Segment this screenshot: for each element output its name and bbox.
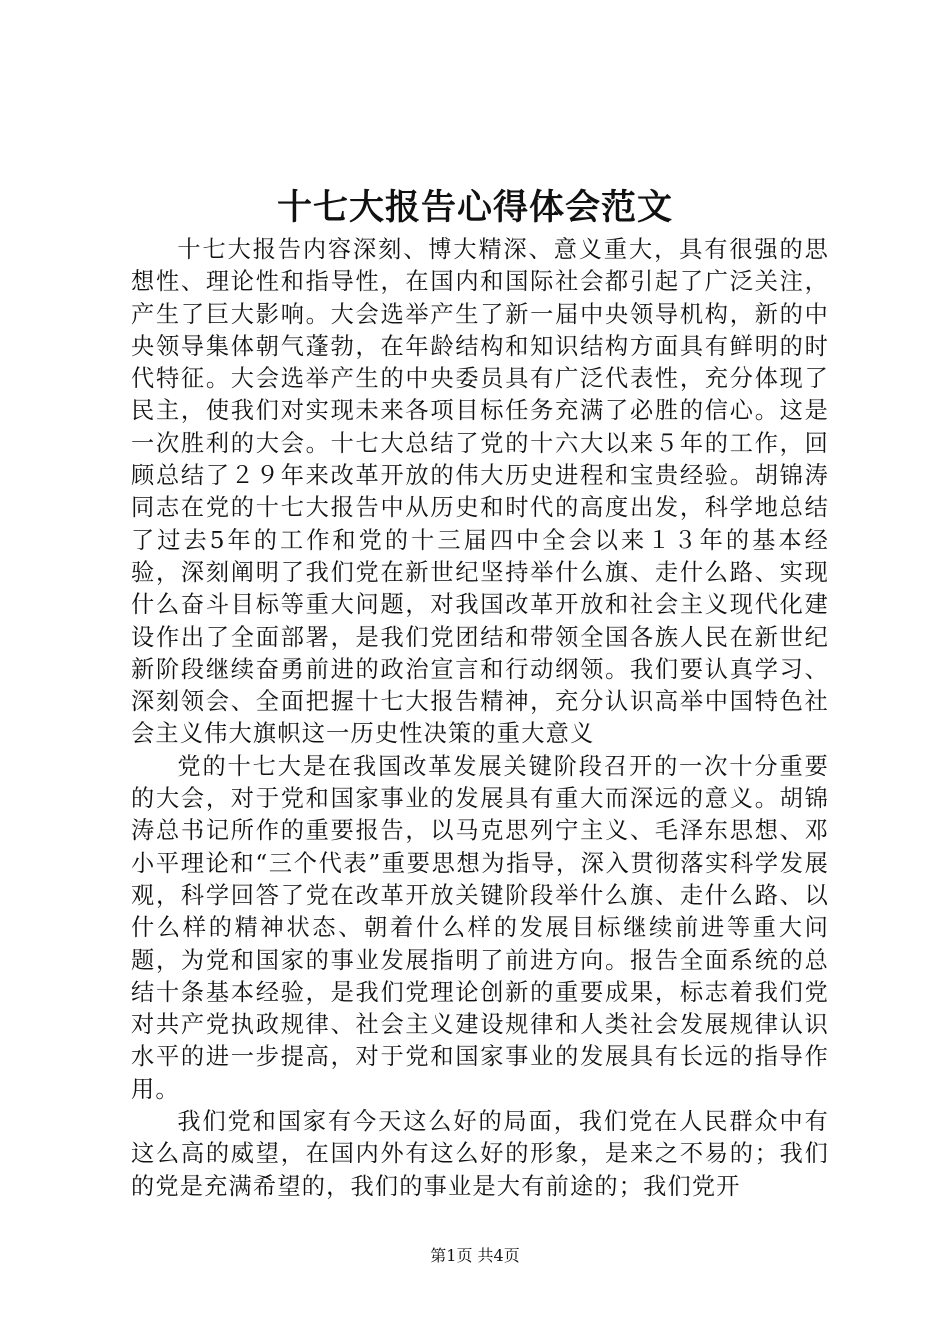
page-number-footer: 第1页 共4页	[430, 1246, 520, 1265]
document-body	[131, 234, 829, 1203]
body-paragraph: 十七大报告内容深刻、博大精深、意义重大，具有很强的思想性、理论性和指导性，在国内和国际社会都引起了广泛关注，产生了巨大影响。大会选举产生了新一届中央领导机构，新的中央领导集体朝气蓬勃，在年龄结构和知识结构方面具有鲜明的时代特征。大会选举产生的中央委员具有广泛代表性，充分体现了民主，使我们对实现未来各项目标任务充满了必胜的信心。这是一次胜利的大会。十七大总结了党的十六大以来５年的工作，回顾总结了２９年来改革开放的伟大历史进程和宝贵经验。胡锦涛同志在党的十七大报告中从历史和时代的高度出发，科学地总结了过去5年的工作和党的十三届四中全会以来１３年的基本经验，深刻阐明了我们党在新世纪坚持举什么旗、走什么路、实现什么奋斗目标等重大问题，对我国改革开放和社会主义现代化建设作出了全面部署，是我们党团结和带领全国各族人民在新世纪新阶段继续奋勇前进的政治宣言和行动纲领。我们要认真学习、深刻领会、全面把握十七大报告精神，充分认识高举中国特色社会主义伟大旗帜这一历史性决策的重大意义	[131, 236, 829, 748]
body-paragraph: 我们党和国家有今天这么好的局面，我们党在人民群众中有这么高的威望，在国内外有这么好的形象，是来之不易的；我们的党是充满希望的，我们的事业是大有前途的；我们党开	[131, 1108, 829, 1200]
document-title: 十七大报告心得体会范文	[276, 187, 673, 228]
body-paragraph: 党的十七大是在我国改革发展关键阶段召开的一次十分重要的大会，对于党和国家事业的发展具有重大而深远的意义。胡锦涛总书记所作的重要报告，以马克思列宁主义、毛泽东思想、邓小平理论和“三个代表”重要思想为指导，深入贯彻落实科学发展观，科学回答了党在改革开放关键阶段举什么旗、走什么路、以什么样的精神状态、朝着什么样的发展目标继续前进等重大问题，为党和国家的事业发展指明了前进方向。报告全面系统的总结十条基本经验，是我们党理论创新的重要成果，标志着我们党对共产党执政规律、社会主义建设规律和人类社会发展规律认识水平的进一步提高，对于党和国家事业的发展具有长远的指导作用。	[131, 752, 829, 1103]
